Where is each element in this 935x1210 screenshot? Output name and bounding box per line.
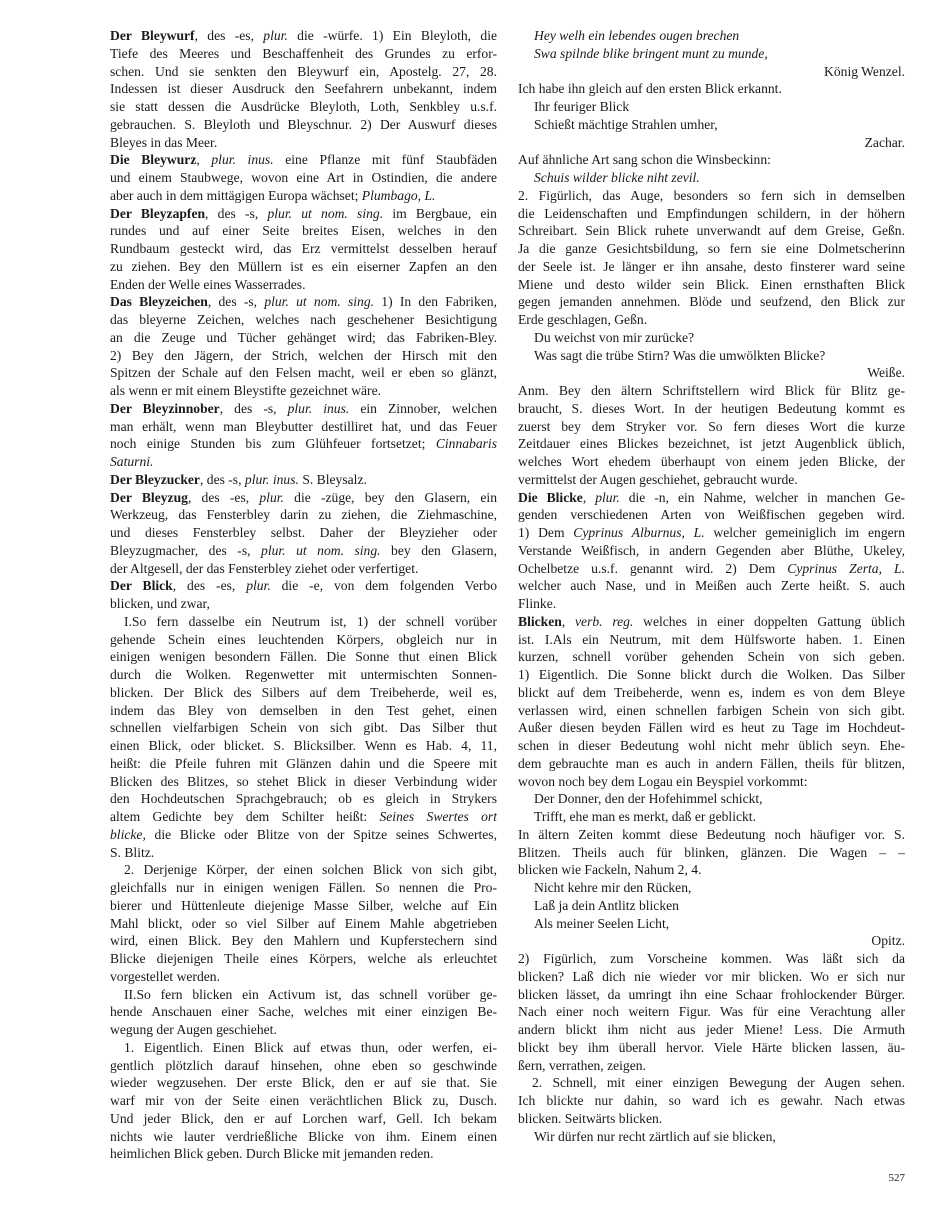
text-segment: Der Donner, den der Hofehimmel schickt, (534, 791, 763, 807)
text-segment: 1) Dem (518, 525, 574, 540)
text-line (110, 1039, 497, 1057)
text-line (110, 222, 497, 240)
text-segment: Mahl blickt, oder so viel Silber auf Einem Mahle abgetrieben (110, 915, 497, 931)
text-segment: wieder wegzusehen. Der erste Blick, den er auf sie that. Sie (110, 1075, 497, 1091)
text-segment: 2) Bey den Jägern, der Strich, welchen der Hirsch mit den (110, 347, 497, 363)
text-segment: , des -s, (207, 294, 265, 310)
text-line (110, 1021, 497, 1039)
text-segment: Spitzen der Schale auf den Felsen macht, weil er eben so glänzt, (110, 365, 497, 381)
text-line (110, 542, 497, 560)
text-segment: die -e, von dem folgenden Verbo (270, 578, 497, 594)
text-segment: bey den Glasern, (380, 542, 497, 558)
text-segment: Ich habe ihn gleich auf den ersten Blick erkannt. (518, 81, 782, 97)
text-line (518, 63, 905, 81)
text-line (518, 506, 905, 524)
text-segment: braucht, S. dieses Wort. In der heutigen Bedeutung kommt es (518, 400, 905, 416)
text-segment: aber auch in dem mittägigen Europa wächset; (110, 187, 362, 203)
text-line (110, 151, 497, 169)
text-line (518, 435, 905, 453)
text-segment: ist. I.Als ein Neutrum, mit dem Hülfsworte haben. 1. Einen (518, 631, 905, 647)
text-line (110, 311, 497, 329)
text-line (110, 577, 497, 595)
italic-text: plur. inus. (287, 400, 350, 416)
text-line (518, 489, 905, 507)
text-segment: Blicken des Blitzes, so stehet Blick in dieser Verbindung wider (110, 773, 497, 789)
text-line (110, 666, 497, 684)
text-segment: dem gebrauchte man es auch in andern Fällen, theils für blitzen, (518, 755, 905, 771)
text-line (518, 116, 905, 134)
text-line (518, 1057, 905, 1075)
text-line (110, 613, 497, 631)
text-line (110, 205, 497, 223)
text-segment: S. Bleysalz. (298, 471, 367, 487)
text-line (518, 861, 905, 879)
italic-text: plur. ut nom. sing. (261, 542, 381, 558)
text-line (110, 648, 497, 666)
text-line (110, 1057, 497, 1075)
text-segment: Rundbaum gesteckt wird, das Erz vermittelst desselben herauf (110, 241, 497, 256)
text-segment: nichts wie lauter verdrießliche Blicke von ihm. Einem einen (110, 1128, 497, 1144)
text-line (518, 169, 905, 187)
text-line (518, 826, 905, 844)
italic-text: blicke, (110, 826, 146, 842)
text-segment: das bleyerne Zeichen, welches nach geschehener Besichtigung (110, 312, 497, 327)
text-segment: im Bergbaue, ein (383, 205, 497, 221)
text-segment: , des -s, (219, 400, 288, 416)
text-segment: Und jeder Blick, den er auf Lorchen warf, Gell. Ich bekam (110, 1110, 497, 1126)
text-line (110, 986, 497, 1004)
text-segment: kurzen, schnell vorüber gehenden Schein von sich geben. (518, 649, 905, 665)
text-segment: , des -es, (194, 28, 264, 43)
text-segment: wovon noch bey dem Logau ein Beyspiel vorkommt: (518, 773, 808, 789)
text-line (518, 808, 905, 826)
text-segment: wird, einen Blick. Bey den Mahlern und Kupferstechern sind (110, 933, 497, 949)
text-segment: Laß ja dein Antlitz blicken (534, 897, 679, 913)
text-segment: 2. Schnell, mit einer einzigen Bewegung der Augen sehen. (532, 1075, 905, 1091)
text-line (518, 719, 905, 737)
text-segment: die Leidenschaften und Empfindungen schildern, in der höhern (518, 205, 905, 221)
text-line (110, 27, 497, 45)
text-line (518, 1092, 905, 1110)
text-line (110, 524, 497, 542)
text-line (110, 134, 497, 152)
text-line (518, 986, 905, 1004)
text-segment: Wir dürfen nur recht zärtlich auf sie blicken, (534, 1128, 776, 1144)
text-segment: In ältern Zeiten kommt diese Bedeutung noch häufiger vor. S. (518, 826, 905, 842)
text-segment: , des -s, (205, 205, 268, 221)
text-line (518, 1110, 905, 1128)
italic-text: Plumbago, L. (361, 187, 436, 203)
text-segment: schen. Und sie senkten den Bleywurf ein, Apostelg. 27, 28. (110, 63, 497, 79)
text-segment: Was sagt die trübe Stirn? Was die umwölkten Blicke? (534, 347, 826, 363)
text-segment: 2) Figürlich, zum Vorscheine kommen. Was läßt sich da (518, 951, 905, 966)
text-segment: die -züge, bey den Glasern, ein (283, 489, 497, 505)
text-segment: , des -es, (172, 578, 247, 594)
text-line (110, 1145, 497, 1163)
text-segment: und dieses Fensterbley selbst. Daher der Bleyzieher oder (110, 525, 497, 540)
text-line (110, 98, 497, 116)
text-segment: ein Zinnober, welchen (349, 400, 497, 416)
text-line (518, 968, 905, 986)
text-line (518, 382, 905, 400)
page-number: 527 (888, 1172, 905, 1184)
left-column (110, 27, 497, 1163)
text-segment: 2. Figürlich, das Auge, besonders so fern sich in demselben (518, 187, 905, 203)
text-line (518, 347, 905, 365)
text-segment: , (561, 613, 575, 629)
text-segment: eine Pflanze mit fünf Staubfäden (273, 152, 497, 168)
text-segment: Bleyzugmacher, des -s, (110, 542, 262, 558)
text-line (518, 950, 905, 968)
text-segment: wegung der Augen geschiehet. (110, 1022, 277, 1037)
text-segment: I.So fern dasselbe ein Neutrum ist, 1) der schnell vorüber (124, 613, 497, 629)
text-segment: gebrauchen. S. Bleyloth und Bleyschnur. 2) Der Auswurf dieses (110, 116, 497, 132)
text-segment: der Altgesell, der das Fensterbley ziehet oder verfertiget. (110, 560, 419, 576)
italic-text: plur. inus. (211, 152, 274, 168)
text-segment: bierer und Hüttenleute diejenige Masse Silber, welche auf Ein (110, 897, 497, 913)
text-line (110, 684, 497, 702)
headword: Der Bleyzucker (110, 471, 200, 487)
text-segment: Tiefe des Meeres und Beschaffenheit des Grundes zu erfor- (110, 45, 497, 61)
italic-text: Cinnabaris (435, 436, 497, 452)
text-line (518, 932, 905, 950)
text-line (110, 453, 497, 471)
text-line (110, 63, 497, 81)
text-line (110, 435, 497, 453)
text-segment: Schreibart. Sein Blick ruhete unverwandt auf dem Greise, Geßn. (518, 223, 905, 239)
text-line (518, 595, 905, 613)
text-line (518, 45, 905, 63)
text-segment: Ja die ganze Gesichtsbildung, so fern sie eine Dolmetscherinn (518, 241, 905, 256)
italic-text: Swa spilnde blike bringent munt zu munde, (534, 45, 768, 61)
text-segment: Blitzen. Theils auch für blinken, glänzen. Die Wagen – – (518, 844, 905, 860)
text-segment: die -n, ein Nahme, welcher in manchen Ge- (619, 489, 905, 505)
text-line (110, 826, 497, 844)
text-segment: gentlich plötzlich darauf hinsehen, ohne eben so geschwinde (110, 1057, 497, 1073)
headword: Die Bleywurz (110, 152, 197, 168)
text-segment: die -würfe. 1) Ein Bleyloth, die (287, 28, 497, 43)
headword: Blicken (518, 613, 562, 629)
text-line (110, 631, 497, 649)
text-line (518, 258, 905, 276)
text-line (110, 116, 497, 134)
text-line (518, 737, 905, 755)
text-segment: Ochelbetze u.s.f. genannt wird. 2) Dem (518, 560, 788, 576)
text-line (110, 382, 497, 400)
text-line (518, 240, 905, 258)
text-line (518, 631, 905, 649)
text-segment: , des -s, (199, 471, 245, 487)
text-segment: Enden der Welle eines Wasserrades. (110, 276, 306, 292)
text-segment: Weiße. (867, 365, 905, 381)
text-segment: als wenn er mit einem Bleystifte gezeichnet wäre. (110, 383, 382, 398)
italic-text: Saturni. (110, 454, 154, 469)
text-segment: 1) Eigentlich. Die Sonne blickt durch die Wolken. Das Silber (518, 667, 905, 682)
text-line (110, 471, 497, 489)
text-segment: Flinke. (518, 596, 557, 611)
text-segment: Nicht kehre mir den Rücken, (534, 880, 692, 895)
text-line (518, 1128, 905, 1146)
text-line (518, 613, 905, 631)
text-line (518, 560, 905, 578)
italic-text: verb. reg. (575, 613, 634, 629)
italic-text: Cyprinus Zerta, L. (787, 560, 905, 576)
text-line (110, 506, 497, 524)
text-line (518, 364, 905, 382)
text-segment: Opitz. (871, 933, 905, 949)
text-line (110, 773, 497, 791)
text-segment: Werkzeug, das Fensterbley darin zu ziehen, die Ziehmaschine, (110, 507, 497, 523)
text-line (518, 577, 905, 595)
text-line (110, 418, 497, 436)
text-segment: vorgestellet werden. (110, 968, 220, 984)
text-line (110, 719, 497, 737)
text-line (518, 755, 905, 773)
italic-text: Cyprinus Alburnus, L. (573, 525, 705, 540)
text-line (518, 27, 905, 45)
text-line (110, 861, 497, 879)
headword: Die Blicke (518, 489, 583, 505)
text-segment: Ich blickte nur dahin, so ward ich es gewahr. Nach etwas (518, 1093, 905, 1108)
text-segment: der Seele ist. Je länger er ihn ansahe, desto finsterer ward seine (518, 258, 905, 274)
text-line (110, 240, 497, 258)
text-line (518, 1021, 905, 1039)
text-line (518, 187, 905, 205)
text-segment: Nach einer noch weitern Figur. Was für eine Verachtung aller (518, 1004, 905, 1020)
headword: Der Bleyzinnober (110, 400, 220, 416)
text-line (518, 311, 905, 329)
headword: Der Bleyzug (110, 489, 188, 505)
text-line (110, 702, 497, 720)
text-segment: , des -es, (187, 489, 260, 505)
text-line (518, 524, 905, 542)
italic-text: plur. ut nom. sing. (264, 294, 375, 310)
text-line (110, 187, 497, 205)
text-line (110, 276, 497, 294)
text-segment: verlassen wird, einen schnellen farbigen Schein von sich gibt. (518, 702, 905, 718)
text-segment: blicken lässet, da umringt ihn eine Schaar frohlockender Bürger. (518, 986, 905, 1002)
text-line (110, 932, 497, 950)
text-line (110, 808, 497, 826)
text-segment: blickt bey ihm überall hervor. Viele Härte blicken lassen, äu- (518, 1039, 905, 1055)
text-segment: blickt auf dem Treibeherde, wenn es, indem es von dem Bleye (518, 684, 905, 700)
text-line (518, 1074, 905, 1092)
italic-text: plur. ut nom. sing. (267, 205, 384, 221)
text-line (518, 400, 905, 418)
headword: Der Bleywurf (110, 28, 195, 43)
text-line (518, 418, 905, 436)
text-line (518, 471, 905, 489)
text-line (518, 134, 905, 152)
text-line (110, 844, 497, 862)
text-segment: , (582, 489, 596, 505)
text-line (110, 755, 497, 773)
text-segment: welches in einer doppelten Gattung üblich (633, 613, 905, 629)
text-segment: ßern, verrathen, zeigen. (518, 1057, 646, 1073)
text-segment: , (196, 152, 212, 168)
text-segment: schen in dieser Bedeutung wohl nicht mehr üblich seyn. Ehe- (518, 738, 905, 753)
text-segment: Erde geschlagen, Geßn. (518, 312, 648, 327)
text-segment: blicken. Der Blick des Silbers auf dem Treibeherde, weil es, (110, 684, 497, 700)
text-segment: welcher auch Nase, und in Meißen auch Zerte heißt. S. auch (518, 578, 905, 594)
text-line (110, 897, 497, 915)
text-segment: heimlichen Blick geben. Durch Blicke mit jemanden reden. (110, 1146, 434, 1162)
text-segment: Außer diesen beyden Fällen wird es heut zu Tage im Hochdeut- (518, 720, 905, 736)
text-segment: welches Wort ehedem überhaupt von einem jeden Blicke, der (518, 454, 905, 469)
text-segment: noch einige Stunden bis zum Glühfeuer fortsetzet; (110, 436, 436, 452)
text-line (110, 1092, 497, 1110)
text-segment: blicken, und zwar, (110, 596, 210, 611)
text-line (518, 1003, 905, 1021)
text-segment: Trifft, ehe man es merkt, daß er geblickt. (534, 809, 756, 824)
text-segment: rundes und auf einer Seite breites Eisen, welches in den (110, 223, 497, 239)
text-line (518, 329, 905, 347)
text-segment: 1) In den Fabriken, (374, 294, 497, 310)
text-segment: genden verschiedenen Arten von Weißfischen gegeben wird. (518, 507, 905, 523)
text-segment: vermittelst der Augen geschiehet, gebraucht wurde. (518, 471, 798, 487)
text-segment: einigen wenigen besondern Fällen. Die Sonne thut einen Blick (110, 649, 497, 665)
text-line (518, 1039, 905, 1057)
text-line (518, 879, 905, 897)
text-line (110, 400, 497, 418)
text-line (110, 1003, 497, 1021)
text-segment: Schießt mächtige Strahlen umher, (534, 116, 718, 132)
text-segment: man erhält, wenn man Bleybutter destilliret hat, und das Feuer (110, 418, 497, 434)
text-segment: Verstande Weißfisch, in andern Gegenden aber Blüthe, Ukeley, (518, 542, 905, 558)
text-line (110, 293, 497, 311)
text-segment: hende Anschauen einer Sache, welches mit einer einzigen Be- (110, 1004, 497, 1020)
text-segment: die Blicke oder Blitze von der Spitze seines Schwertes, (145, 826, 497, 842)
text-segment: warf mir von der Seite einen verächtlichen Blick zu, Dusch. (110, 1093, 497, 1108)
text-segment: Indessen ist dieser Ausdruck den Seefahrern unbekannt, indem (110, 81, 497, 97)
text-segment: gleichfalls nur in einigen wenigen Fällen. So nennen die Pro- (110, 880, 497, 895)
text-segment: und einem Staubwege, wovon eine Art in Ostindien, die andere (110, 170, 497, 185)
text-line (110, 489, 497, 507)
text-segment: altem Gedichte bey dem Schilter heißt: (110, 809, 380, 824)
text-segment: blicken? Laß dich nie wieder vor mir blicken. Wo er sich nur (518, 968, 905, 984)
text-segment: schnellen vielfarbigen Schein von sich gibt. Das Silber thut (110, 720, 497, 736)
text-segment: andern blickt ihm nicht aus jeder Miene! Less. Die Armuth (518, 1022, 905, 1037)
text-segment: einen Blick, oder blicket. S. Blicksilber. Wenn es Hab. 4, 11, (110, 738, 497, 753)
text-segment: heißt: die Pfeile fuhren mit Glänzen dahin und die Speere mit (110, 755, 497, 771)
text-line (110, 1110, 497, 1128)
text-line (518, 684, 905, 702)
text-segment: Als meiner Seelen Licht, (534, 915, 670, 931)
text-segment: 1. Eigentlich. Einen Blick auf etwas thun, oder werfen, ei- (124, 1039, 497, 1055)
text-line (110, 169, 497, 187)
text-segment: Blicke diejenigen Theile eines Körpers, welche als erleuchtet (110, 951, 497, 966)
text-line (518, 151, 905, 169)
text-line (110, 560, 497, 578)
text-segment: S. Blitz. (110, 844, 155, 860)
text-line (518, 702, 905, 720)
headword: Der Bleyzapfen (110, 205, 206, 221)
text-line (518, 666, 905, 684)
text-line (518, 897, 905, 915)
text-segment: König Wenzel. (824, 63, 905, 79)
text-line (110, 45, 497, 63)
text-line (518, 453, 905, 471)
text-segment: blicken. Seitwärts blicken. (518, 1110, 663, 1126)
text-segment: Zachar. (864, 134, 905, 150)
text-segment: den Hochdeutschen Sprachgebrauch; ob es gleich in Strykers (110, 791, 497, 807)
text-line (110, 258, 497, 276)
italic-text: plur. inus. (244, 471, 299, 487)
text-line (110, 364, 497, 382)
text-line (110, 595, 497, 613)
text-line (110, 1128, 497, 1146)
text-segment: sie statt dessen die Ausdrücke Bleyloth, Loth, Senkbley u.s.f. (110, 99, 497, 114)
text-segment: Miene und desto wilder sein Blick. Einen ernsthaften Blick (518, 276, 905, 292)
right-column (518, 27, 905, 1145)
text-segment: an die Zeuge und Tücher gehänget wird; das Fabriken-Bley. (110, 329, 497, 345)
text-segment: Du weichst von mir zurücke? (534, 329, 695, 345)
text-line (110, 737, 497, 755)
italic-text: plur. (259, 489, 284, 505)
text-segment: gegen jemanden annehmen. Blöde und seufzend, den Blick zur (518, 294, 905, 310)
text-line (518, 98, 905, 116)
text-segment: blicken wie Fackeln, Nahum 2, 4. (518, 862, 702, 878)
text-line (110, 1074, 497, 1092)
text-line (110, 950, 497, 968)
italic-text: Schuis wilder blicke niht zevil. (534, 170, 700, 185)
text-line (110, 879, 497, 897)
text-segment: Ihr feuriger Blick (534, 99, 630, 114)
text-line (518, 773, 905, 791)
text-line (518, 542, 905, 560)
italic-text: Seines Swertes ort (379, 809, 497, 824)
text-line (110, 968, 497, 986)
headword: Das Bleyzeichen (110, 294, 208, 310)
text-line (518, 915, 905, 933)
text-segment: zuerst bey dem Stryker vor. So fern dieses Wort die kurze (518, 418, 905, 434)
text-segment: welcher gemeiniglich im engern (704, 525, 905, 540)
text-segment: Zeitdauer eines Blickes bezeichnet, ist jetzt Augenblick üblich, (518, 436, 905, 452)
text-line (110, 347, 497, 365)
text-line (518, 790, 905, 808)
text-segment: gehende Schein eines leuchtenden Körpers, obgleich nur in (110, 631, 497, 647)
text-segment: Anm. Bey den ältern Schriftstellern wird Blick für Blitz ge- (518, 383, 905, 398)
italic-text: plur. (595, 489, 620, 505)
text-segment: Bleyes in das Meer. (110, 134, 218, 150)
text-line (110, 915, 497, 933)
text-segment: indem das Bley von demselben in den Test gehet, einen (110, 702, 497, 718)
italic-text: plur. (246, 578, 271, 594)
text-line (518, 293, 905, 311)
text-line (110, 790, 497, 808)
text-line (518, 276, 905, 294)
text-line (518, 222, 905, 240)
text-line (110, 80, 497, 98)
text-segment: Auf ähnliche Art sang schon die Winsbeckinn: (518, 152, 771, 168)
text-line (518, 80, 905, 98)
text-segment: durch die Wolken. Regenwetter mit untermischten Sonnen- (110, 667, 497, 682)
headword: Der Blick (110, 578, 173, 594)
text-line (110, 329, 497, 347)
italic-text: plur. (263, 28, 288, 43)
text-segment: II.So fern blicken ein Activum ist, das schnell vorüber ge- (124, 986, 497, 1002)
text-segment: zu ziehen. Bey den Müllern ist es ein eiserner Zapfen an den (110, 258, 497, 274)
text-segment: 2. Derjenige Körper, der einen solchen Blick von sich gibt, (124, 862, 497, 878)
italic-text: Hey welh ein lebendes ougen brechen (534, 28, 740, 43)
text-line (518, 844, 905, 862)
text-line (518, 648, 905, 666)
text-line (518, 205, 905, 223)
